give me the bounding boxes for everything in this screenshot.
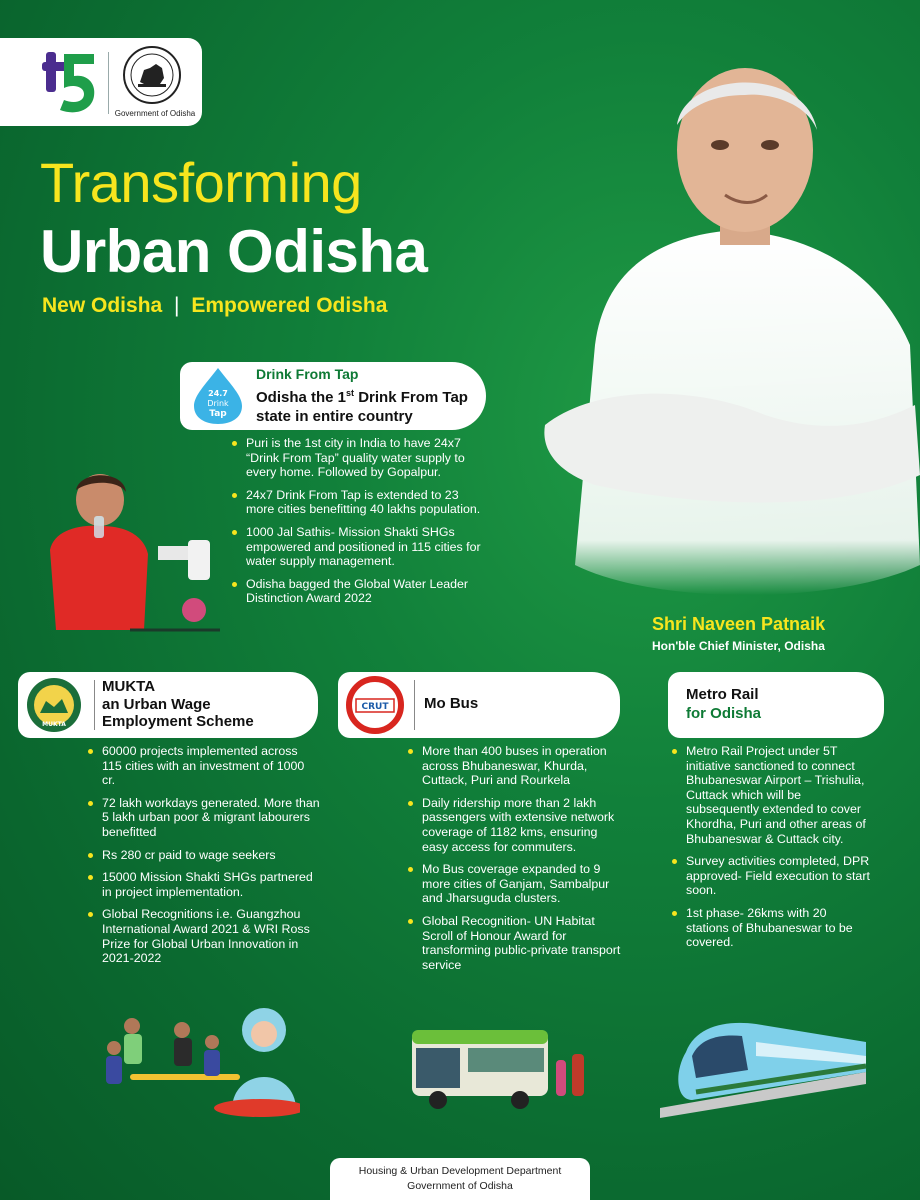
footer-department: Housing & Urban Development Department (358, 1165, 562, 1177)
mukta-header (18, 672, 318, 738)
svg-text:Drink: Drink (207, 399, 229, 408)
list-item: 72 lakh workdays generated. More than 5 lakh urban poor & migrant labourers benefitted (88, 796, 320, 840)
title-line-1: Transforming (40, 151, 362, 214)
title-line-2: Urban Odisha (40, 218, 428, 285)
list-item: Odisha bagged the Global Water Leader Distinction Award 2022 (232, 577, 482, 606)
svg-text:MUKTA: MUKTA (42, 721, 66, 728)
mo-bus-heading: Mo Bus (424, 695, 479, 712)
bus-illustration (408, 1020, 598, 1112)
5t-logo-icon (42, 46, 98, 118)
metro-train-illustration (656, 1012, 870, 1118)
chief-minister-portrait (535, 45, 920, 615)
logo-divider (108, 52, 109, 114)
drink-from-tap-bullets (232, 436, 482, 614)
mo-bus-header (338, 672, 620, 738)
tagline-left: New Odisha (42, 294, 163, 317)
svg-text:CRUT: CRUT (361, 702, 389, 712)
children-playground-illustration (100, 990, 300, 1120)
drink-from-tap-subtitle: Odisha the 1st Drink From Tap state in entire country (256, 388, 468, 425)
list-item: 1000 Jal Sathis- Mission Shakti SHGs empowered and positioned in 115 cities for water supply management. (232, 525, 482, 569)
list-item: Daily ridership more than 2 lakh passengers with extensive network coverage of 1182 kms, ensuring easy access for commuters. (408, 796, 622, 854)
mo-bus-bullets (408, 744, 622, 980)
list-item: Metro Rail Project under 5T initiative sanctioned to connect Bhubaneswar Airport – Trishulia, Cuttack which will be subsequently extended to cover Khordha, Puri and other areas of Bhubaneswar & Cuttack city. (672, 744, 872, 846)
svg-text:Tap: Tap (209, 409, 227, 419)
cm-name: Shri Naveen Patnaik (652, 614, 826, 634)
drink-from-tap-icon (188, 366, 248, 426)
metro-rail-bullets (672, 744, 872, 958)
svg-text:24.7: 24.7 (208, 389, 228, 398)
metro-rail-header (668, 672, 884, 738)
list-item: Mo Bus coverage expanded to 9 more cities of Ganjam, Sambalpur and Jharsuguda clusters. (408, 862, 622, 906)
mo-bus-divider (414, 680, 415, 730)
list-item: More than 400 buses in operation across Bhubaneswar, Khurda, Cuttack, Puri and Rourkela (408, 744, 622, 788)
list-item: 60000 projects implemented across 115 cities with an investment of 1000 cr. (88, 744, 320, 788)
logo-card (0, 38, 202, 126)
footer (330, 1158, 590, 1200)
drink-from-tap-header (180, 362, 486, 430)
tagline-right: Empowered Odisha (191, 294, 388, 317)
cm-role: Hon'ble Chief Minister, Odisha (652, 639, 825, 653)
list-item: 15000 Mission Shakti SHGs partnered in project implementation. (88, 870, 320, 899)
girl-drinking-water-illustration (40, 470, 220, 638)
mukta-heading: MUKTA (102, 678, 156, 695)
list-item: 24x7 Drink From Tap is extended to 23 more cities benefitting 40 lakhs population. (232, 488, 482, 517)
mukta-logo-icon (26, 677, 82, 733)
list-item: Global Recognition- UN Habitat Scroll of Honour Award for transforming public-private transport service (408, 914, 622, 972)
list-item: 1st phase- 26kms with 20 stations of Bhubaneswar to be covered. (672, 906, 872, 950)
mukta-bullets (88, 744, 320, 974)
tagline-separator: | (174, 294, 180, 317)
footer-government: Government of Odisha (407, 1180, 513, 1192)
list-item: Global Recognitions i.e. Guangzhou International Award 2021 & WRI Ross Prize for Global Urban Innovation in 2021-2022 (88, 907, 320, 965)
emblem-label: Government of Odisha (114, 109, 196, 118)
odisha-emblem-icon (120, 44, 184, 106)
drink-from-tap-heading: Drink From Tap (256, 366, 359, 382)
list-item: Survey activities completed, DPR approved- Field execution to start soon. (672, 854, 872, 898)
crut-logo-icon (346, 676, 404, 734)
metro-rail-heading: Metro Rail (686, 686, 759, 703)
tagline (42, 294, 387, 318)
mukta-divider (94, 680, 95, 730)
list-item: Rs 280 cr paid to wage seekers (88, 848, 320, 863)
mukta-subtitle: an Urban Wage Employment Scheme (102, 696, 254, 730)
list-item: Puri is the 1st city in India to have 24x7 “Drink From Tap” quality water supply to every home. Followed by Gopalpur. (232, 436, 482, 480)
metro-rail-subtitle: for Odisha (686, 705, 762, 722)
